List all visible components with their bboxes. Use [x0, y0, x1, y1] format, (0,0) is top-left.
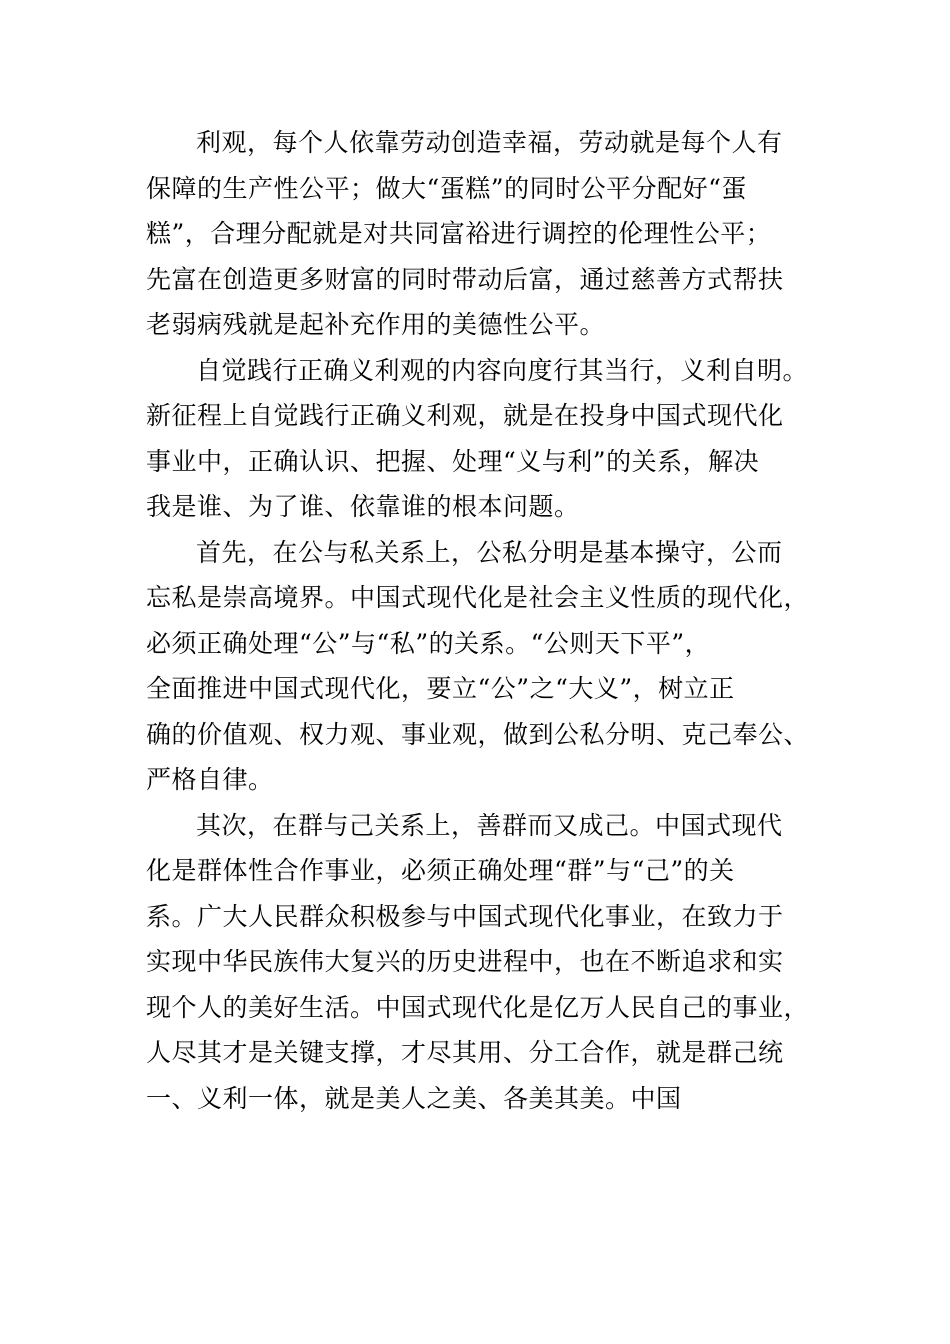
paragraph-2-line-2: 新征程上自觉践行正确义利观，就是在投身中国式现代化 — [146, 401, 784, 430]
paragraph-2-line-4: 我是谁、为了谁、依靠谁的根本问题。 — [146, 492, 580, 521]
paragraph-4-line-3: 系。广大人民群众积极参与中国式现代化事业，在致力于 — [146, 901, 784, 931]
body-text — [146, 120, 810, 1121]
paragraph-1-line-3: 糕”，合理分配就是对共同富裕进行调控的伦理性公平； — [146, 219, 772, 248]
paragraph-3-line-1: 首先，在公与私关系上，公私分明是基本操守，公而 — [196, 537, 783, 567]
paragraph-2-line-3: 事业中，正确认识、把握、处理“义与利”的关系，解决 — [146, 446, 760, 476]
paragraph-3-line-6: 严格自律。 — [146, 765, 274, 794]
paragraph-4-line-5: 现个人的美好生活。中国式现代化是亿万人民自己的事业， — [146, 992, 810, 1022]
paragraph-3-line-4: 全面推进中国式现代化，要立“公”之“大义”，树立正 — [146, 674, 735, 703]
paragraph-3-line-5: 确的价值观、权力观、事业观，做到公私分明、克己奉公、 — [146, 719, 810, 749]
paragraph-3-line-3: 必须正确处理“公”与“私”的关系。“公则天下平”， — [146, 628, 711, 658]
paragraph-4-line-1: 其次，在群与己关系上，善群而又成己。中国式现代 — [196, 810, 783, 840]
paragraph-2-line-1: 自觉践行正确义利观的内容向度行其当行，义利自明。 — [196, 355, 809, 385]
paragraph-1-line-5: 老弱病残就是起补充作用的美德性公平。 — [146, 310, 606, 339]
paragraph-1-line-4: 先富在创造更多财富的同时带动后富，通过慈善方式帮扶 — [146, 264, 784, 294]
paragraph-4-line-2: 化是群体性合作事业，必须正确处理“群”与“己”的关 — [146, 856, 735, 885]
paragraph-1-line-1: 利观，每个人依靠劳动创造幸福，劳动就是每个人有 — [196, 128, 783, 157]
paragraph-4-line-7: 一、义利一体，就是美人之美、各美其美。中国 — [146, 1083, 682, 1113]
paragraph-3-line-2: 忘私是崇高境界。中国式现代化是社会主义性质的现代化， — [146, 583, 810, 612]
paragraph-4-line-4: 实现中华民族伟大复兴的历史进程中，也在不断追求和实 — [146, 947, 784, 976]
paragraph-1-line-2: 保障的生产性公平；做大“蛋糕”的同时公平分配好“蛋 — [146, 173, 747, 203]
paragraph-4-line-6: 人尽其才是关键支撑，才尽其用、分工合作，就是群己统 — [146, 1038, 784, 1067]
